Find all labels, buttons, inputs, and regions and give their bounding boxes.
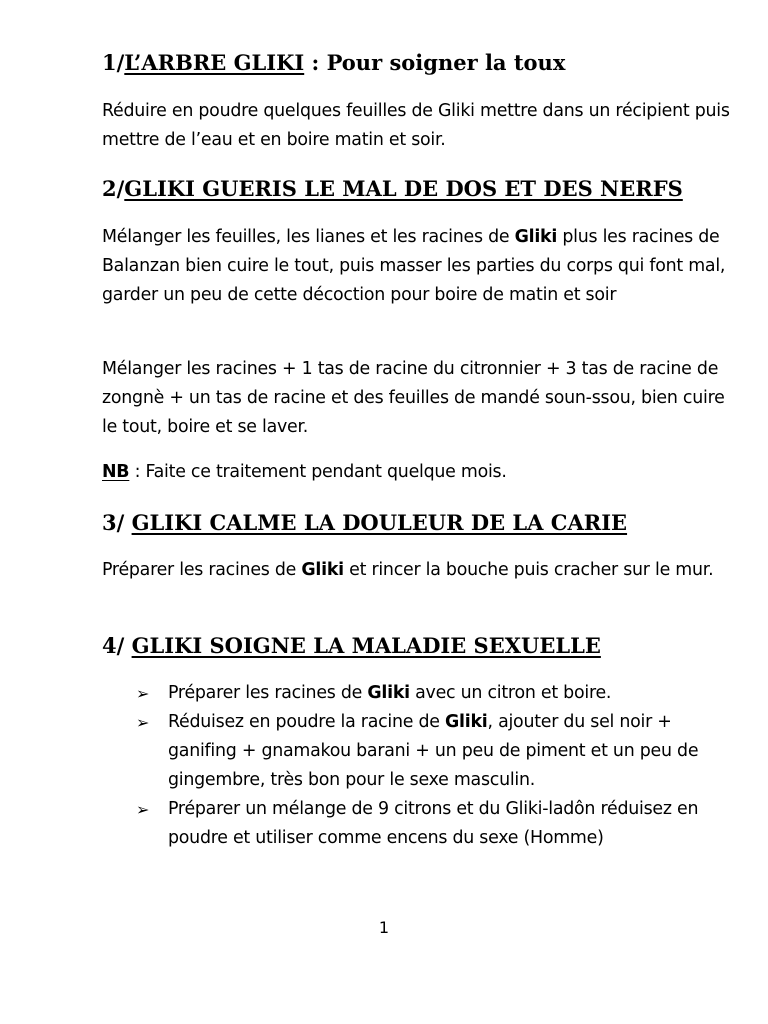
- bold-gliki: Gliki: [301, 560, 344, 580]
- bullet-list: [136, 679, 736, 853]
- heading-4-title: GLIKI SOIGNE LA MALADIE SEXUELLE: [131, 633, 601, 658]
- page-number: 1: [378, 918, 390, 937]
- list-item: ➢ Préparer un mélange de 9 citrons et du Gliki-ladôn réduisez en poudre et utiliser comme encens du sexe (Homme): [136, 795, 736, 853]
- heading-3-number: 3/: [102, 510, 132, 535]
- paragraph-1: Réduire en poudre quelques feuilles de Gliki mettre dans un récipient puis mettre de l’eau et en boire matin et soir.: [102, 101, 730, 150]
- bold-gliki: Gliki: [367, 683, 410, 703]
- list-item: ➢ Réduisez en poudre la racine de Gliki, ajouter du sel noir + ganifing + gnamakou barani + un peu de piment et un peu de gingembre, très bon pour le sexe masculin.: [136, 708, 736, 795]
- bold-gliki: Gliki: [514, 227, 558, 247]
- heading-2-number: 2/: [102, 176, 125, 201]
- note-label: NB: [102, 462, 130, 482]
- heading-4: [102, 633, 601, 659]
- arrow-bullet-icon: ➢: [136, 800, 150, 819]
- heading-1-suffix: : Pour soigner la toux: [304, 50, 566, 75]
- arrow-bullet-icon: ➢: [136, 713, 150, 732]
- heading-2-title: GLIKI GUERIS LE MAL DE DOS ET DES NERFS: [124, 176, 683, 201]
- heading-1: [102, 50, 565, 76]
- bold-gliki: Gliki: [445, 712, 488, 732]
- arrow-bullet-icon: ➢: [136, 684, 150, 703]
- heading-1-title: L’ARBRE GLIKI: [124, 50, 305, 75]
- heading-4-number: 4/: [102, 633, 132, 658]
- note-paragraph: [102, 458, 732, 487]
- paragraph-3: Préparer les racines de Gliki et rincer la bouche puis cracher sur le mur.: [102, 560, 714, 580]
- heading-3-title: GLIKI CALME LA DOULEUR DE LA CARIE: [131, 510, 628, 535]
- heading-2: [102, 176, 683, 202]
- heading-1-number: 1/: [102, 50, 125, 75]
- heading-3: [102, 510, 627, 536]
- paragraph-2b: Mélanger les racines + 1 tas de racine du citronnier + 3 tas de racine de zongnè + un tas de racine et des feuilles de mandé soun-ssou, bien cuire le tout, boire et se laver.: [102, 359, 725, 437]
- paragraph-2a: Mélanger les feuilles, les lianes et les racines de Gliki plus les racines de Balanzan bien cuire le tout, puis masser les parties du corps qui font mal, garder un peu de cette décoction pour boire de matin et soir: [102, 227, 726, 305]
- list-item: ➢ Préparer les racines de Gliki avec un citron et boire.: [136, 679, 736, 708]
- note-text: : Faite ce traitement pendant quelque mois.: [129, 462, 507, 482]
